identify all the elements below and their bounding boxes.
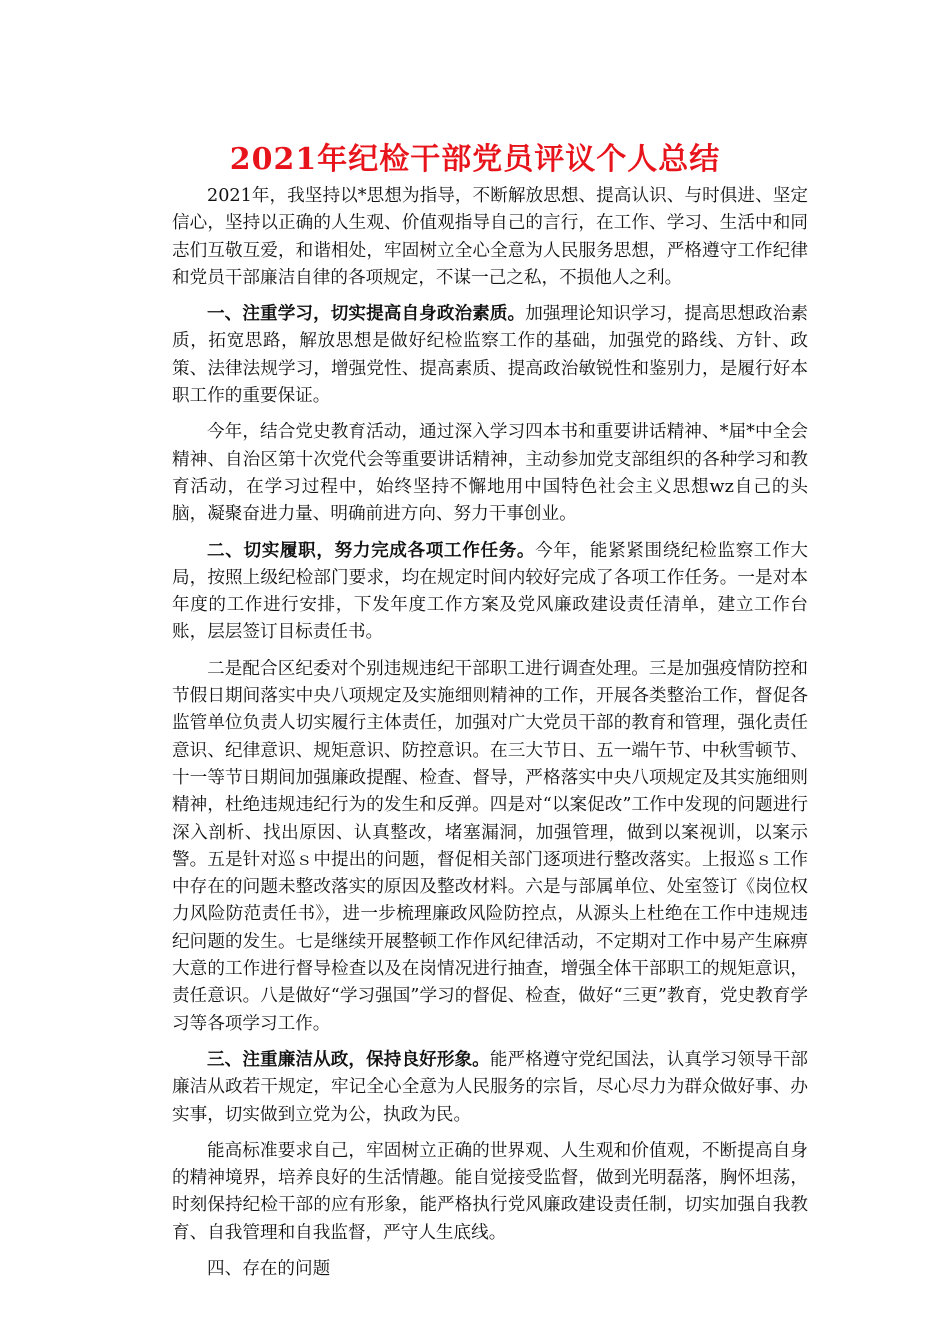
paragraph-section-2 [172,537,808,647]
section-4-heading: 四、存在的问题 [207,1258,331,1279]
paragraph-text: 加强理论知识学习，提高思想政治素质，拓宽思路，解放思想是做好纪检监察工作的基础，加强党的路线、方针、政策、法律法规学习，增强党性、提高素质、提高政治敏锐性和鉴别力，是履行好本职工作的重要保证。 [172,304,808,407]
document-title: 2021年纪检干部党员评议个人总结 [229,142,721,177]
paragraph-text: 今年，结合党史教育活动，通过深入学习四本书和重要讲话精神、*届*中全会精神、自治区第十次党代会等重要讲话精神，主动参加党支部组织的各种学习和教育活动，在学习过程中，始终坚持不懈地用中国特色社会主义思想wz自己的头脑，凝聚奋进力量、明确前进方向、努力干事创业。 [172,422,808,525]
paragraph-section-1-detail [172,418,808,528]
paragraph-section-4 [172,1255,808,1283]
paragraph-text: 二是配合区纪委对个别违规违纪干部职工进行调查处理。三是加强疫情防控和节假日期间落实中央八项规定及实施细则精神的工作，开展各类整治工作，督促各监管单位负责人切实履行主体责任，加强对广大党员干部的教育和管理，强化责任意识、纪律意识、规矩意识、防控意识。在三大节日、五一端午节、中秋雪顿节、十一等节日期间加强廉政提醒、检查、督导，严格落实中央八项规定及其实施细则精神，杜绝违规违纪行为的发生和反弹。四是对“以案促改”工作中发现的问题进行深入剖析、找出原因、认真整改，堵塞漏洞，加强管理，做到以案视训，以案示警。五是针对巡ｓ中提出的问题，督促相关部门逐项进行整改落实。上报巡ｓ工作中存在的问题未整改落实的原因及整改材料。六是与部属单位、处室签订《岗位权力风险防范责任书》，进一步梳理廉政风险防控点，从源头上杜绝在工作中违规违纪问题的发生。七是继续开展整顿工作作风纪律活动，不定期对工作中易产生麻痹大意的工作进行督导检查以及在岗情况进行抽查，增强全体干部职工的规矩意识，责任意识。八是做好“学习强国”学习的督促、检查，做好“三更”教育，党史教育学习等各项学习工作。 [172,658,808,1034]
paragraph-text: 能严格遵守党纪国法，认真学习领导干部廉洁从政若干规定，牢记全心全意为人民服务的宗旨，尽心尽力为群众做好事、办实事，切实做到立党为公，执政为民。 [172,1049,808,1125]
section-3-heading: 三、注重廉洁从政，保持良好形象。 [207,1048,490,1070]
document-body [172,182,808,1291]
paragraph-text: 今年，能紧紧围绕纪检监察工作大局，按照上级纪检部门要求，均在规定时间内较好完成了各项工作任务。一是对本年度的工作进行安排，下发年度工作方案及党风廉政建设责任清单，建立工作台账，层层签订目标责任书。 [172,540,808,643]
paragraph-section-2-detail [172,655,808,1038]
paragraph-section-3 [172,1046,808,1129]
paragraph-intro [172,182,808,292]
paragraph-text: 能高标准要求自己，牢固树立正确的世界观、人生观和价值观，不断提高自身的精神境界，培养良好的生活情趣。能自觉接受监督，做到光明磊落，胸怀坦荡，时刻保持纪检干部的应有形象，能严格执行党风廉政建设责任制，切实加强自我教育、自我管理和自我监督，严守人生底线。 [172,1140,808,1243]
paragraph-section-3-detail [172,1137,808,1247]
section-1-heading: 一、注重学习，切实提高自身政治素质。 [207,303,526,325]
paragraph-section-1 [172,300,808,410]
paragraph-text: 2021年，我坚持以*思想为指导，不断解放思想、提高认识、与时俱进、坚定信心，坚持以正确的人生观、价值观指导自己的言行，在工作、学习、生活中和同志们互敬互爱，和谐相处，牢固树立全心全意为人民服务思想，严格遵守工作纪律和党员干部廉洁自律的各项规定，不谋一己之私，不损他人之利。 [172,186,808,288]
section-2-heading: 二、切实履职，努力完成各项工作任务。 [207,539,536,561]
